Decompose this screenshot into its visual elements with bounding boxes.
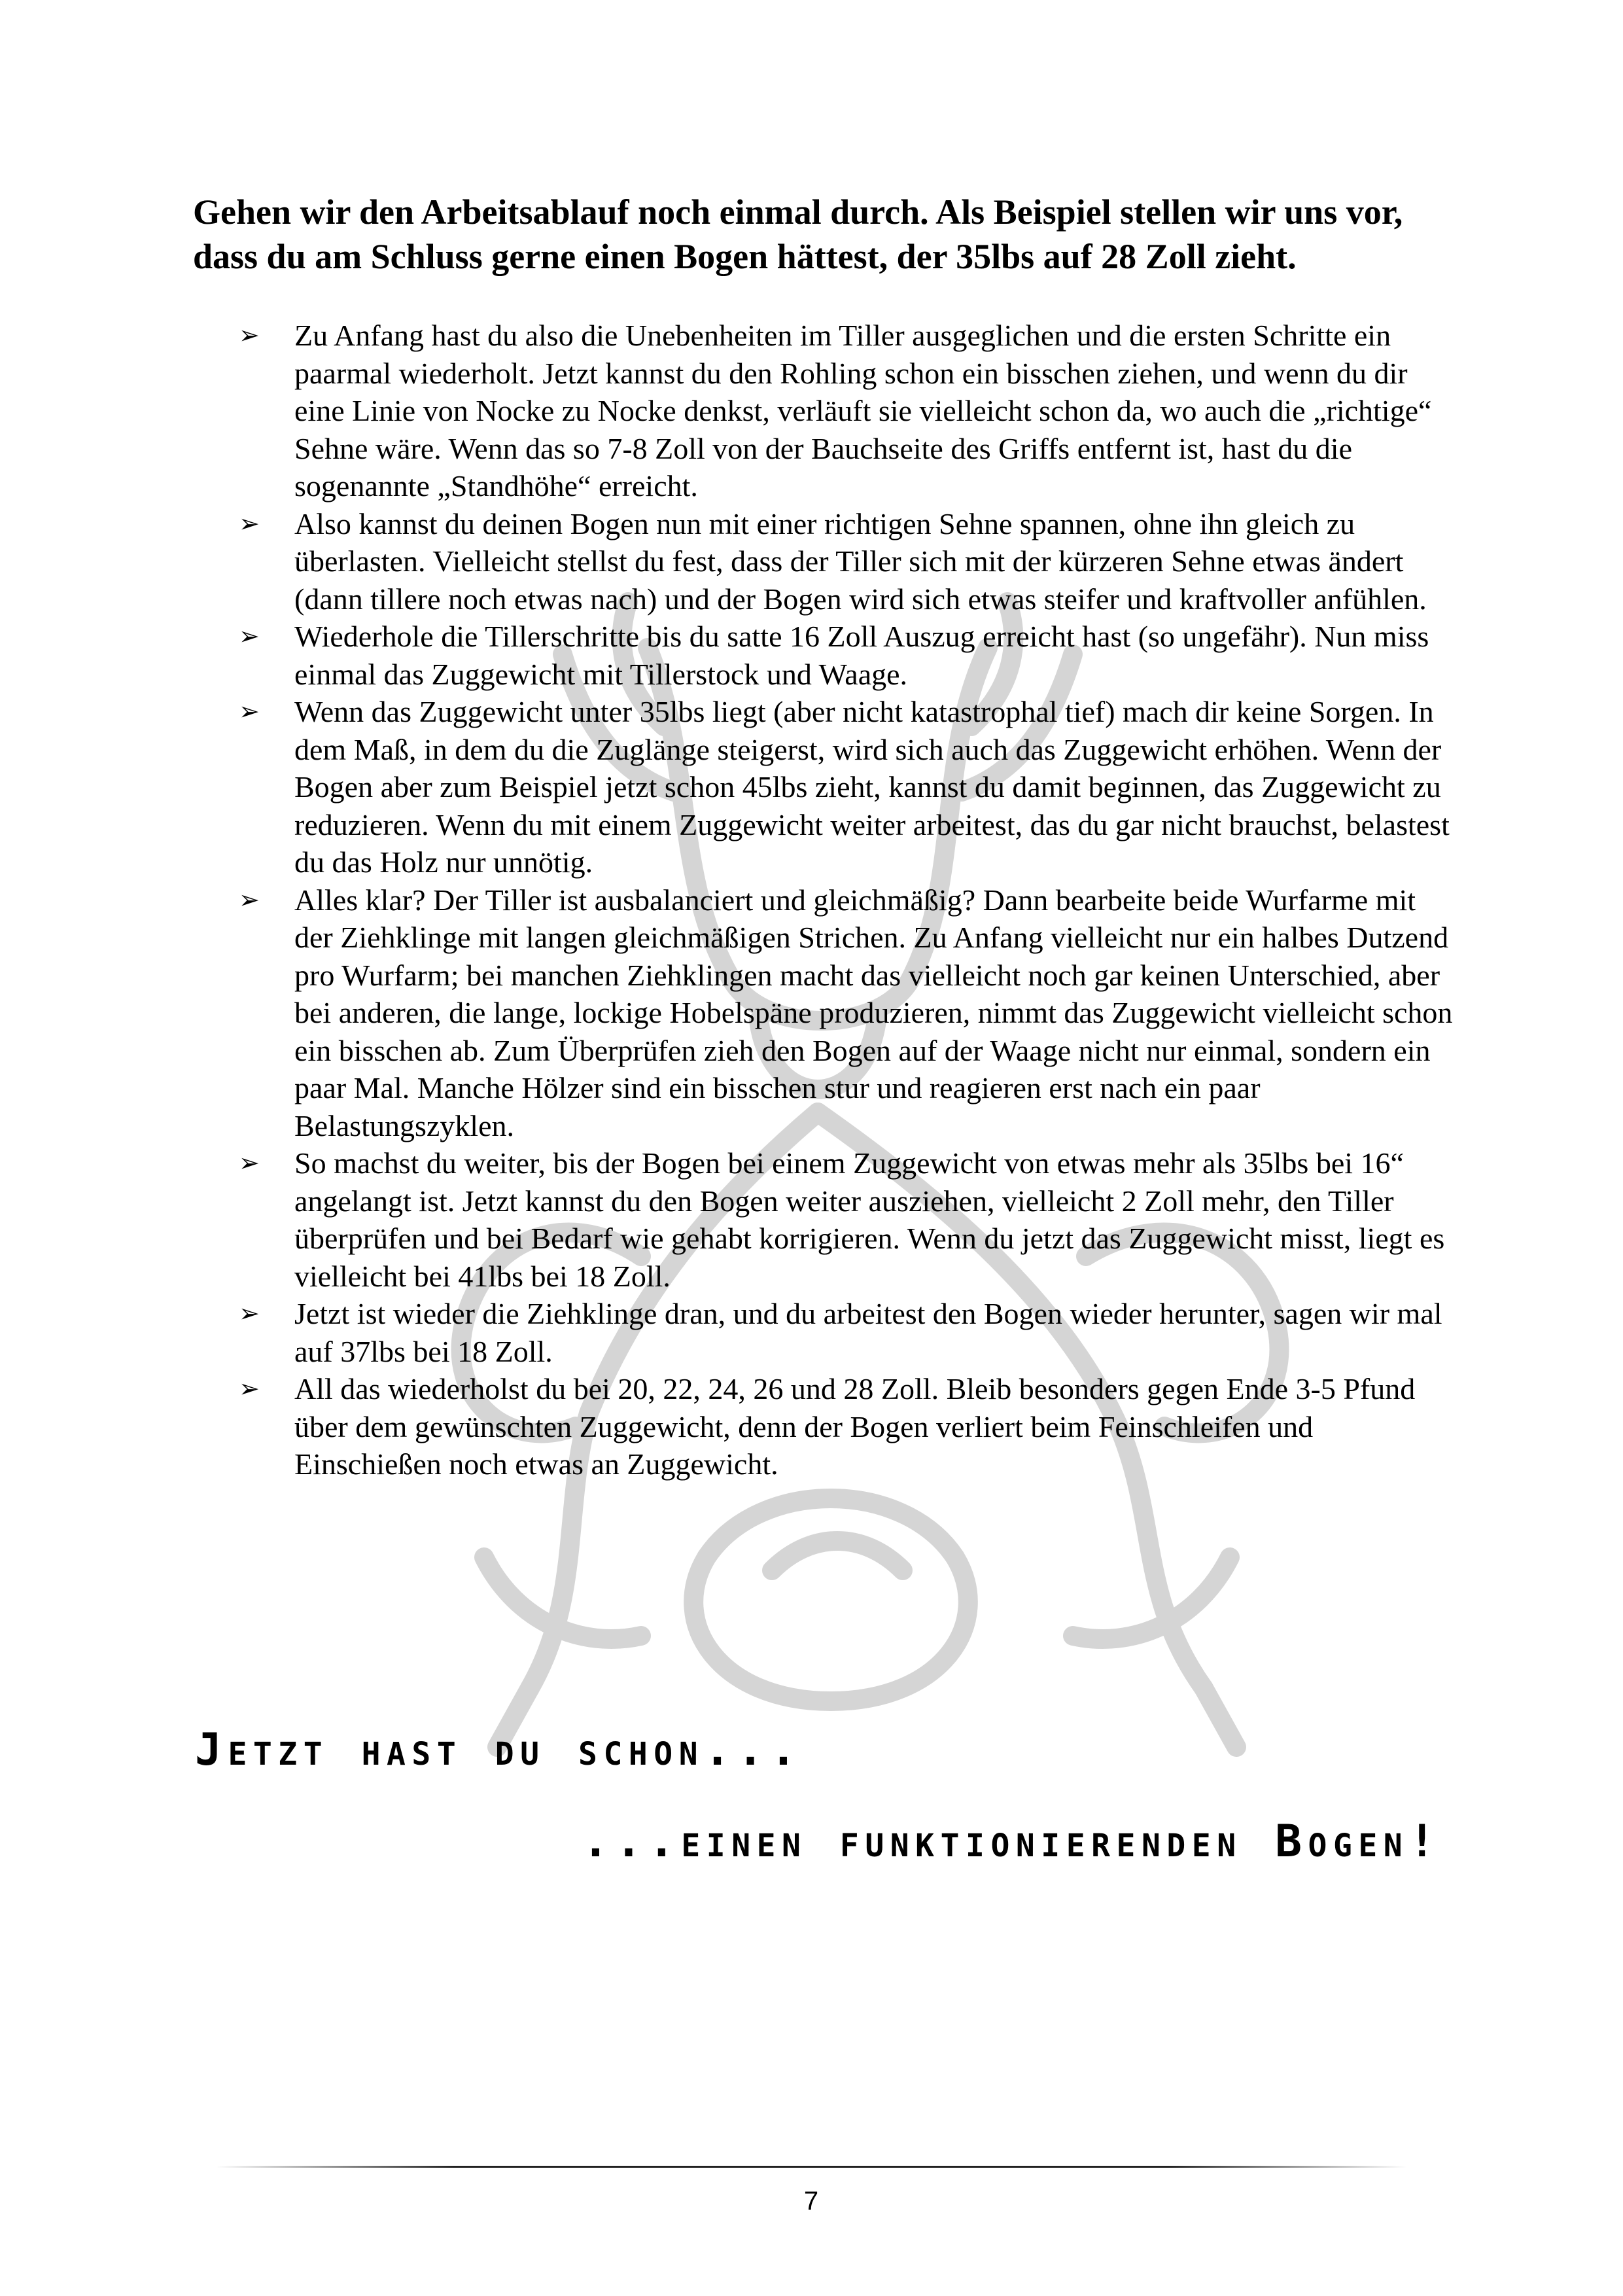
list-item-text: Jetzt ist wieder die Ziehklinge dran, und du arbeitest den Bogen wieder herunter, sagen wir mal auf 37lbs bei 18 Zoll. <box>294 1297 1442 1368</box>
list-item-text: Wenn das Zuggewicht unter 35lbs liegt (aber nicht katastrophal tief) mach dir keine Sorgen. In dem Maß, in dem du die Zuglänge steigerst, wird sich auch das Zuggewicht erhöhen. Wenn der Bogen aber zum Beispiel jetzt schon 45lbs zieht, kannst du damit beginnen, das Zuggewicht zu reduzieren. Wenn du mit einem Zuggewicht weiter arbeitest, das du gar nicht brauchst, belastest du das Holz nur unnötig. <box>294 695 1450 879</box>
list-item-text: Alles klar? Der Tiller ist ausbalanciert und gleichmäßig? Dann bearbeite beide Wurfarme mit der Ziehklinge mit langen gleichmäßigen Strichen. Zu Anfang vielleicht nur ein halbes Dutzend pro Wurfarm; bei manchen Ziehklingen macht das vielleicht noch gar keinen Unterschied, aber bei anderen, die lange, lockige Hobelspäne produzieren, nimmt das Zuggewicht vielleicht schon ein bisschen ab. Zum Überprüfen zieh den Bogen auf der Waage nicht nur einmal, sondern ein paar Mal. Manche Hölzer sind ein bisschen stur und reagieren erst nach ein paar Belastungszyklen. <box>294 883 1453 1142</box>
arrow-bullet-icon: ➢ <box>239 885 260 914</box>
list-item-text: Zu Anfang hast du also die Unebenheiten im Tiller ausgeglichen und die ersten Schritte ein paarmal wiederholt. Jetzt kannst du den Rohling schon ein bisschen ziehen, und wenn du dir eine Linie von Nocke zu Nocke denkst, verläuft sie vielleicht schon da, wo auch die „richtige“ Sehne wäre. Wenn das so 7-8 Zoll von der Bauchseite des Griffs entfernt ist, hast du die sogenannte „Standhöhe“ erreicht. <box>294 319 1432 503</box>
list-item <box>193 693 1456 881</box>
list-item-text: So machst du weiter, bis der Bogen bei einem Zuggewicht von etwas mehr als 35lbs bei 16“ angelangt ist. Jetzt kannst du den Bogen weiter ausziehen, vielleicht 2 Zoll mehr, den Tiller überprüfen und bei Bedarf wie gehabt korrigieren. Wenn du jetzt das Zuggewicht misst, liegt es vielleicht bei 41lbs bei 18 Zoll. <box>294 1146 1445 1293</box>
list-item-text: Also kannst du deinen Bogen nun mit einer richtigen Sehne spannen, ohne ihn gleich zu überlasten. Vielleicht stellst du fest, dass der Tiller sich mit der kürzeren Sehne etwas ändert (dann tillere noch etwas nach) und der Bogen wird sich etwas steifer und kraftvoller anfühlen. <box>294 506 1427 616</box>
list-item <box>193 317 1456 505</box>
footer-divider <box>216 2166 1406 2168</box>
list-item <box>193 618 1456 693</box>
decorative-line-1: Jetzt hast du schon... <box>195 1724 803 1776</box>
list-item <box>193 1295 1456 1370</box>
arrow-bullet-icon: ➢ <box>239 321 260 349</box>
arrow-bullet-icon: ➢ <box>239 697 260 726</box>
decorative-line-2: ...einen funktionierenden Bogen! <box>582 1816 1442 1867</box>
list-item <box>193 505 1456 618</box>
arrow-bullet-icon: ➢ <box>239 1374 260 1403</box>
list-item <box>193 1144 1456 1295</box>
list-item <box>193 881 1456 1145</box>
arrow-bullet-icon: ➢ <box>239 1148 260 1177</box>
list-item <box>193 1370 1456 1483</box>
bullet-list <box>193 317 1456 1483</box>
section-heading: Gehen wir den Arbeitsablauf noch einmal durch. Als Beispiel stellen wir uns vor, dass du am Schluss gerne einen Bogen hättest, der 35lbs auf 28 Zoll zieht. <box>193 192 1403 276</box>
main-content <box>193 190 1456 1483</box>
list-item-text: Wiederhole die Tillerschritte bis du satte 16 Zoll Auszug erreicht hast (so ungefähr). Nun miss einmal das Zuggewicht mit Tillerstock und Waage. <box>294 620 1429 691</box>
arrow-bullet-icon: ➢ <box>239 508 260 538</box>
arrow-bullet-icon: ➢ <box>239 622 260 650</box>
arrow-bullet-icon: ➢ <box>239 1299 260 1328</box>
list-item-text: All das wiederholst du bei 20, 22, 24, 26 und 28 Zoll. Bleib besonders gegen Ende 3-5 Pfund über dem gewünschten Zuggewicht, denn der Bogen verliert beim Feinschleifen und Einschießen noch etwas an Zuggewicht. <box>294 1372 1416 1481</box>
page-number: 7 <box>803 2187 819 2216</box>
